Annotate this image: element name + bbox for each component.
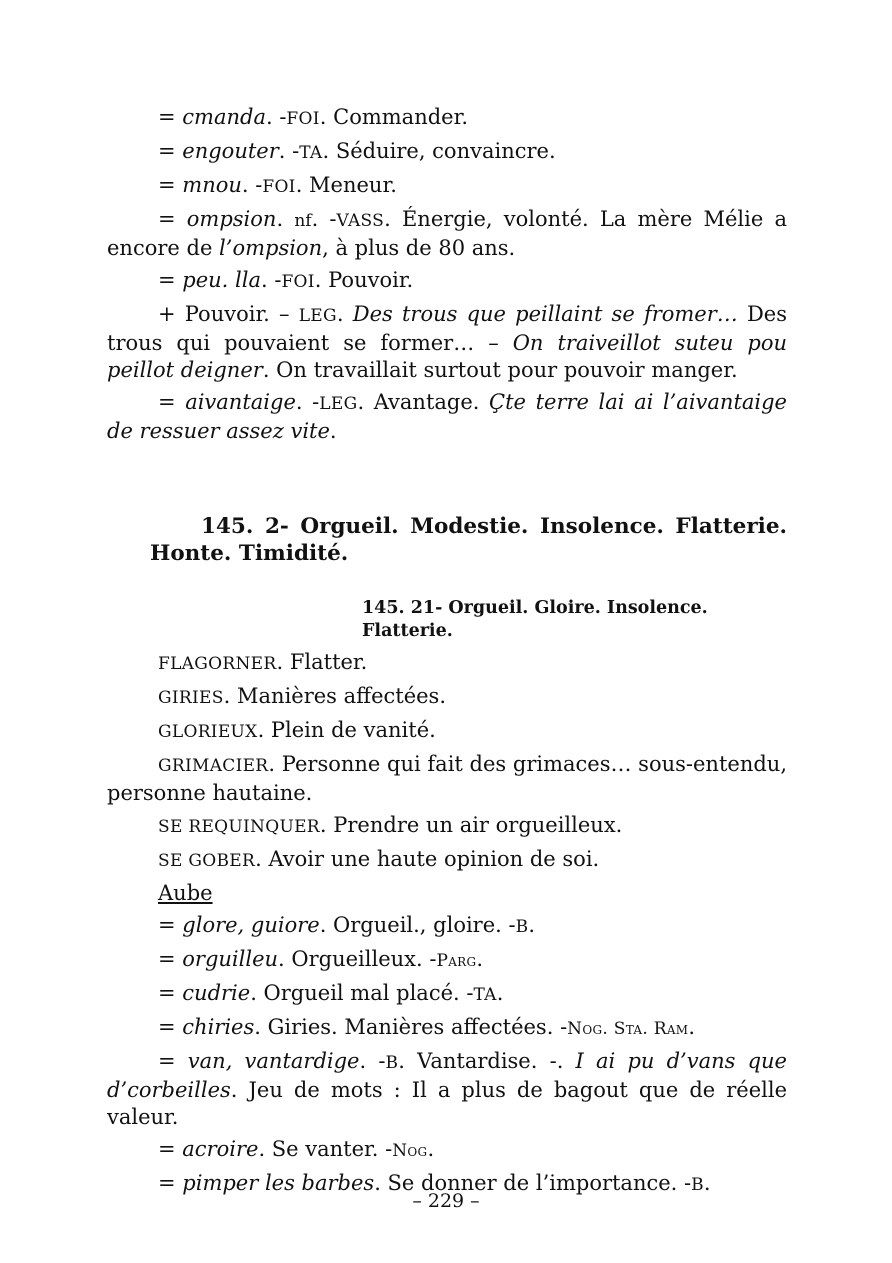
page-body <box>107 104 787 1204</box>
subsection-heading-line1: 145. 21- Orgueil. Gloire. Insolence. <box>362 598 708 618</box>
entry-orguilleu: = orguilleu. Orgueilleux. -Parg. <box>158 947 484 971</box>
entry-giries: GIRIES. Manières affectées. <box>158 684 447 708</box>
region-label-aube: Aube <box>158 881 213 905</box>
subsection-heading-line2: Flatterie. <box>362 621 453 641</box>
entry-peu-lla: = peu. lla. -FOI. Pouvoir. <box>158 268 414 292</box>
entry-ompsion: = ompsion. nf. -VASS. Énergie, volonté. La mère Mélie a encore de l’ompsion, à plus de 80 ans. <box>107 207 787 260</box>
entry-grimacier: GRIMACIER. Personne qui fait des grimaces… sous-entendu, personne hautaine. <box>107 752 787 805</box>
entry-se-gober: SE GOBER. Avoir une haute opinion de soi. <box>158 847 600 871</box>
entry-se-requinquer: SE REQUINQUER. Prendre un air orgueilleux. <box>158 813 623 837</box>
entry-cmanda: = cmanda. -FOI. Commander. <box>158 105 468 129</box>
entry-cudrie: = cudrie. Orgueil mal placé. -TA. <box>158 981 504 1005</box>
entry-aivantaige: = aivantaige. -LEG. Avantage. Çte terre lai ai l’aivantaige de ressuer assez vite. <box>107 390 787 443</box>
entry-van: = van, vantardige. -B. Vantardise. -. I ai pu d’vans que d’corbeilles. Jeu de mots : Il a plus de bagout que de réelle valeur. <box>107 1049 787 1129</box>
entry-pouvoir: + Pouvoir. – LEG. Des trous que peillaint se fromer… Des trous qui pouvaient se former… – On traiveillot suteu pou peillot deigner. On travaillait surtout pour pouvoir manger. <box>107 302 788 382</box>
entry-glore: = glore, guiore. Orgueil., gloire. -B. <box>158 913 536 937</box>
entry-pimper-les-barbes: = pimper les barbes. Se donner de l’importance. -B. <box>158 1171 711 1195</box>
page-number: – 229 – <box>412 1190 480 1212</box>
entry-chiries: = chiries. Giries. Manières affectées. -Nog. Sta. Ram. <box>158 1015 696 1039</box>
entry-engouter: = engouter. -TA. Séduire, convaincre. <box>158 139 556 163</box>
entry-glorieux: GLORIEUX. Plein de vanité. <box>158 718 436 742</box>
section-heading: 145. 2- Orgueil. Modestie. Insolence. Flatterie. Honte. Timidité. <box>150 514 787 566</box>
subsection-heading <box>107 597 787 643</box>
entry-flagorner: FLAGORNER. Flatter. <box>158 650 368 674</box>
entry-acroire: = acroire. Se vanter. -Nog. <box>158 1137 435 1161</box>
entry-mnou: = mnou. -FOI. Meneur. <box>158 173 397 197</box>
